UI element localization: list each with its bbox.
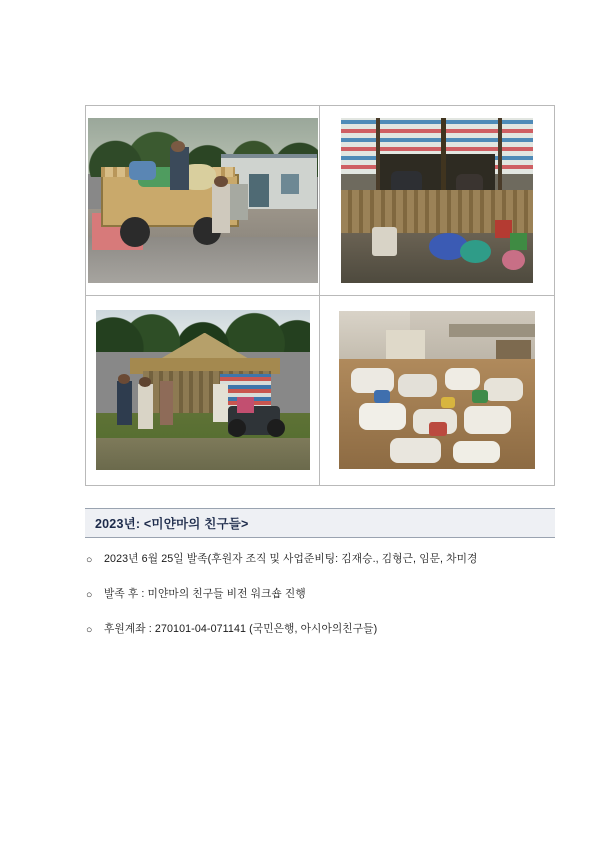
door-shape [249, 174, 270, 207]
section-header-bar [85, 508, 555, 538]
villager-4 [213, 384, 228, 422]
list-item-text: 2023년 6월 25일 발족(후원자 조직 및 사업준비팅: 김재승., 김형근, 임문, 차미경 [104, 553, 478, 565]
circle-bullet-icon: ○ [86, 589, 93, 601]
photo-cell-4 [320, 296, 554, 486]
list-item [86, 622, 566, 638]
worker-carrying-sack-head [214, 176, 228, 188]
section-title: 2023년: <미얀마의 친구들> [95, 517, 249, 531]
photo-collage [85, 105, 555, 486]
photo-bamboo-shelter-interior [341, 118, 533, 283]
pink-item-shape [502, 250, 525, 270]
photo-cell-2 [320, 106, 554, 296]
photo-thatched-hut-villagers [96, 310, 310, 470]
supply-bag-4 [484, 378, 523, 402]
white-bucket-shape [372, 227, 397, 257]
supply-bag-8 [390, 438, 441, 463]
dirt-path [96, 438, 310, 470]
photo-cell-3 [86, 296, 320, 486]
list-item-text: 후원계좌 : 270101-04-071141 (국민은행, 아시아의친구들) [104, 623, 378, 635]
bullet-list [86, 552, 566, 657]
supply-bag-2 [398, 374, 437, 396]
supply-bag-5 [359, 403, 406, 430]
truck-wheel-front [120, 217, 150, 247]
circle-bullet-icon: ○ [86, 554, 93, 566]
villager-2 [138, 384, 153, 429]
motorbike-wheel-rear [267, 419, 285, 437]
blue-cargo-shape [129, 161, 157, 181]
list-item-text: 발족 후 : 미얀마의 친구들 비전 워크숍 진행 [104, 588, 306, 600]
villager-1-head [118, 374, 130, 384]
green-item-shape [472, 390, 488, 403]
supply-bag-7 [464, 406, 511, 434]
window-shape [281, 174, 299, 194]
photo-relief-supplies-floor [339, 311, 535, 469]
yellow-item-shape [441, 397, 455, 408]
list-item [86, 552, 566, 568]
worker-carrying-sack [212, 184, 230, 234]
worker-on-truck [170, 147, 188, 190]
stacked-boxes-shape [386, 330, 425, 358]
green-item-shape [510, 233, 527, 250]
list-item [86, 587, 566, 603]
supply-bag-3 [445, 368, 480, 390]
supply-bag-9 [453, 441, 500, 463]
red-item-shape [429, 422, 447, 436]
teal-basin-shape [460, 240, 491, 263]
circle-bullet-icon: ○ [86, 624, 93, 636]
photo-truck-loading [88, 118, 318, 283]
villager-3 [160, 381, 173, 426]
photo-cell-1 [86, 106, 320, 296]
shelf-shape [449, 324, 535, 337]
villager-1 [117, 381, 132, 426]
blue-item-shape [374, 390, 390, 403]
pink-bag-shape [237, 397, 254, 413]
